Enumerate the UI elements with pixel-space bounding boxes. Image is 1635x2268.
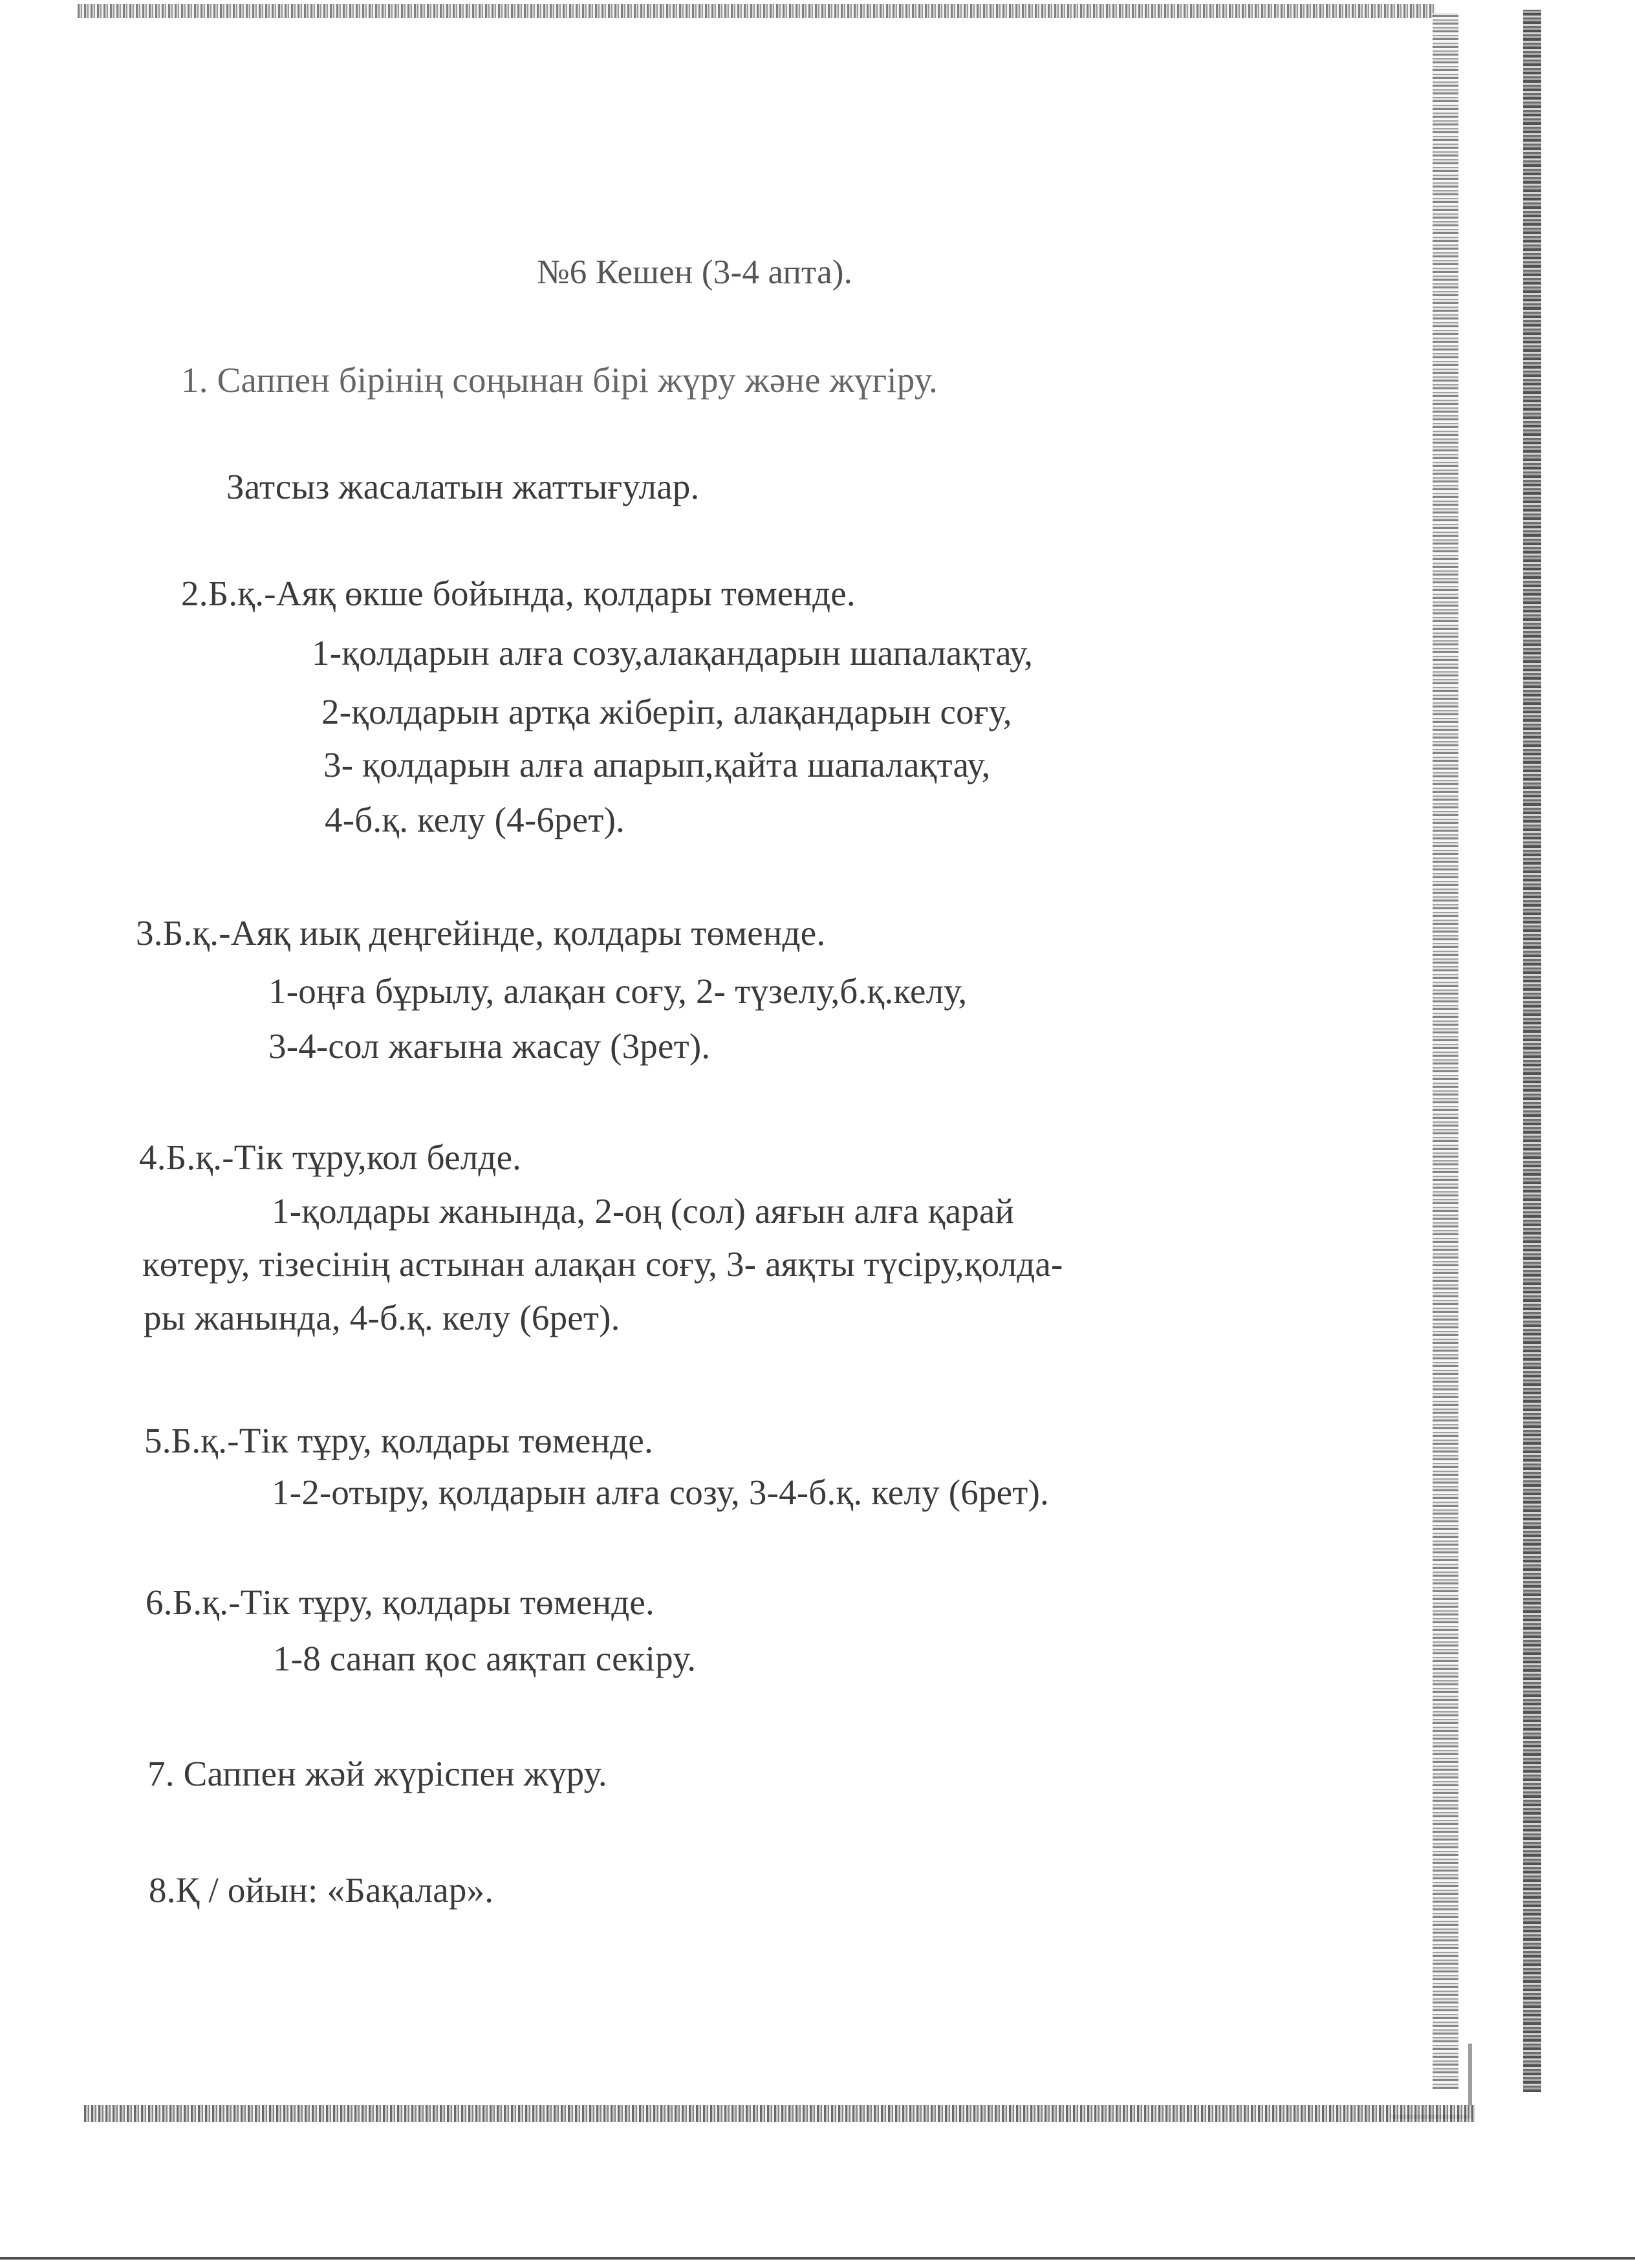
exercise-4-step-2: көтеру, тізесінің астынан алақан соғу, 3- аяқты түсіру,қолда- xyxy=(142,1244,1063,1284)
scan-artifact-right-outer xyxy=(1523,10,1541,2092)
exercise-2-step-2: 2-қолдарын артқа жіберіп, алақандарын соғу, xyxy=(321,692,1012,731)
exercise-4-step-3: ры жанында, 4-б.қ. келу (6рет). xyxy=(144,1298,620,1337)
document-title: №6 Кешен (3-4 апта). xyxy=(537,254,853,291)
exercise-4: 4.Б.қ.-Тік тұру,кол белде. xyxy=(139,1138,522,1177)
section-heading: Затсыз жасалатын жаттығулар. xyxy=(226,467,700,506)
exercise-1: 1. Саппен бірінің соңынан бірі жүру және жүгіру. xyxy=(181,360,938,400)
scan-artifact-bottom-line xyxy=(0,2257,1635,2260)
exercise-5: 5.Б.қ.-Тік тұру, қолдары төменде. xyxy=(144,1421,653,1460)
exercise-2: 2.Б.қ.-Аяқ өкше бойында, қолдары төменде. xyxy=(181,574,856,613)
exercise-5-step-1: 1-2-отыру, қолдарын алға созу, 3-4-б.қ. келу (6рет). xyxy=(272,1473,1049,1512)
exercise-3-step-2: 3-4-сол жағына жасау (3рет). xyxy=(268,1026,711,1066)
exercise-8: 8.Қ / ойын: «Бақалар». xyxy=(149,1870,494,1910)
exercise-3: 3.Б.қ.-Аяқ иық деңгейінде, қолдары төменде. xyxy=(136,913,826,953)
scan-artifact-right-inner xyxy=(1433,13,1458,2089)
scan-artifact-bottom xyxy=(84,2105,1475,2122)
exercise-6-step-1: 1-8 санап қос аяқтап секіру. xyxy=(273,1639,697,1678)
exercise-3-step-1: 1-оңға бұрылу, алақан соғу, 2- түзелу,б.қ.келу, xyxy=(268,971,968,1011)
exercise-7: 7. Саппен жәй жүріспен жүру. xyxy=(147,1754,607,1793)
exercise-6: 6.Б.қ.-Тік тұру, қолдары төменде. xyxy=(146,1582,655,1622)
scan-artifact-top xyxy=(78,4,1436,18)
exercise-2-step-1: 1-қолдарын алға созу,алақандарын шапалақтау, xyxy=(312,633,1034,673)
exercise-4-step-1: 1-қолдары жанында, 2-оң (сол) аяғын алға қарай xyxy=(272,1191,1015,1231)
exercise-2-step-3: 3- қолдарын алға апарып,қайта шапалақтау, xyxy=(323,745,991,784)
exercise-2-step-4: 4-б.қ. келу (4-6рет). xyxy=(325,800,625,839)
